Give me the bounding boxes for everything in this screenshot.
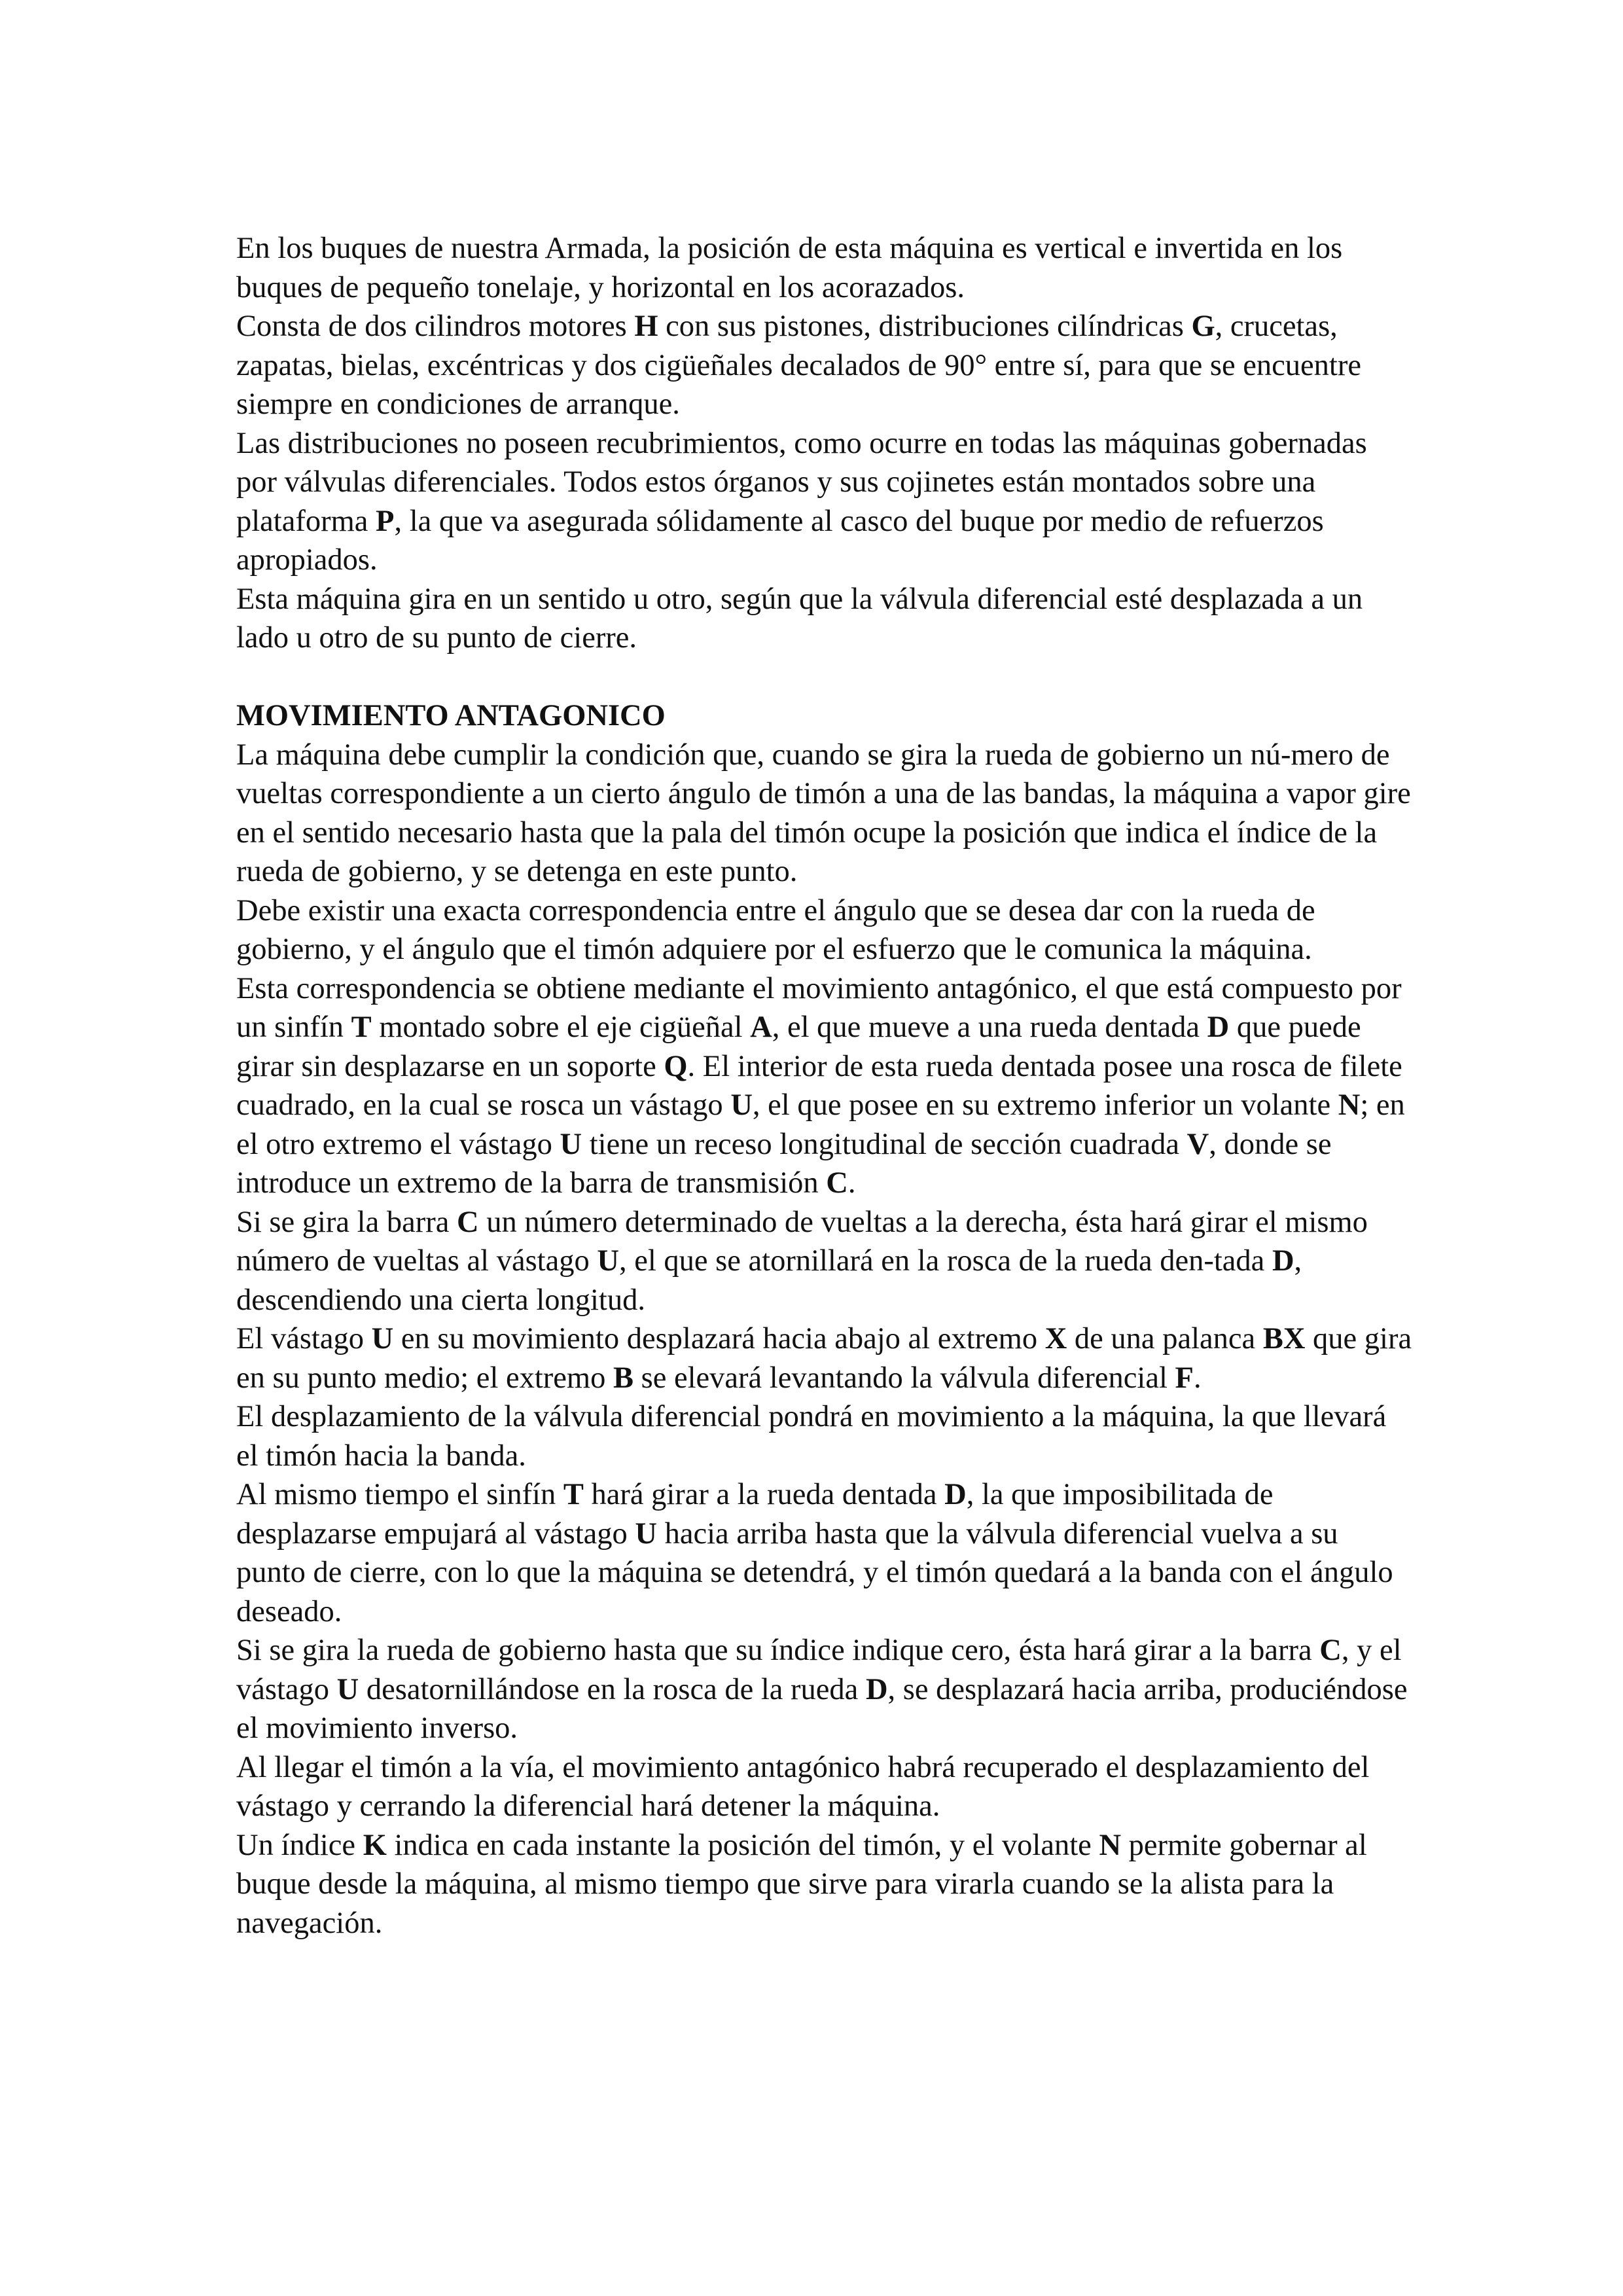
text-run: El desplazamiento de la válvula diferencial pondrá en movimiento a la máquina, la que llevará el timón hacia la banda. [236,1400,1387,1473]
text-run: En los buques de nuestra Armada, la posición de esta máquina es vertical e invertida en los buques de pequeño tonelaje, y horizontal en los acorazados. [236,232,1343,304]
text-run: , y el vástago [236,1634,1402,1706]
paragraph [236,229,1414,307]
bold-label: U [730,1088,753,1122]
bold-label: K [363,1828,387,1862]
text-run: , el que posee en su extremo inferior un volante [752,1088,1338,1122]
document-body [236,229,1414,1943]
paragraph [236,736,1414,891]
text-run: . [847,1166,856,1200]
section-gap [236,658,1414,697]
paragraph [236,969,1414,1203]
bold-label: BX [1262,1322,1306,1355]
movimiento-section [236,736,1414,1943]
bold-label: U [597,1244,619,1278]
bold-label: N [1099,1828,1122,1862]
text-run: tiene un receso longitudinal de sección cuadrada [582,1127,1187,1161]
bold-label: D [865,1672,888,1706]
text-run: Debe existir una exacta correspondencia entre el ángulo que se desea dar con la rueda de gobierno, y el ángulo que el timón adquiere por el esfuerzo que le comunica la máquina. [236,893,1315,966]
text-run: ; en el otro extremo el vástago [236,1088,1405,1161]
text-run: Consta de dos cilindros motores [236,310,635,343]
bold-label: P [376,504,395,538]
bold-label: C [1319,1634,1342,1667]
text-run: Un índice [236,1828,363,1862]
text-run: Si se gira la rueda de gobierno hasta que su índice indique cero, ésta hará girar a la barra [236,1634,1320,1667]
text-run: . [1193,1361,1202,1395]
text-run: Al mismo tiempo el sinfín [236,1478,563,1511]
text-run: Las distribuciones no poseen recubrimientos, como ocurre en todas las máquinas gobernadas por válvulas diferenciales. Todos estos órganos y sus cojinetes están montados sobre una plataforma [236,426,1367,538]
section-heading: MOVIMIENTO ANTAGONICO [236,699,666,732]
text-run: El vástago [236,1322,372,1355]
paragraph [236,307,1414,424]
text-run: , la que va asegurada sólidamente al casco del buque por medio de refuerzos apropiados. [236,504,1324,577]
bold-label: H [634,310,658,343]
text-run: , el que se atornillará en la rosca de la rueda den-tada [618,1244,1272,1278]
text-run: . El interior de esta rueda dentada posee una rosca de filete cuadrado, en la cual se rosca un vástago [236,1049,1402,1122]
paragraph [236,1203,1414,1320]
paragraph [236,1397,1414,1475]
bold-label: T [351,1011,372,1044]
bold-label: D [1272,1244,1294,1278]
paragraph [236,1748,1414,1826]
text-run: , descendiendo una cierta longitud. [236,1244,1302,1317]
bold-label: C [457,1205,479,1239]
paragraph [236,1319,1414,1397]
text-run: , la que imposibilitada de desplazarse empujará al vástago [236,1478,1274,1551]
bold-label: C [826,1166,848,1200]
text-run: , se desplazará hacia arriba, produciéndose el movimiento inverso. [236,1672,1408,1745]
bold-label: U [635,1516,657,1551]
bold-label: D [944,1478,967,1511]
text-run: La máquina debe cumplir la condición que, cuando se gira la rueda de gobierno un nú-mero de vueltas correspondiente a un cierto ángulo de timón a una de las bandas, la máquina a vapor gire en el sentido necesario hasta que la pala del timón ocupe la posición que indica el índice de la rueda de gobierno, y se detenga en este punto. [236,738,1411,888]
text-run: hacia arriba hasta que la válvula diferencial vuelva a su punto de cierre, con lo que la máquina se detendrá, y el timón quedará a la banda con el ángulo deseado. [236,1516,1393,1628]
text-run: que gira en su punto medio; el extremo [236,1322,1412,1395]
paragraph [236,891,1414,969]
bold-label: A [750,1011,772,1044]
text-run: hará girar a la rueda dentada [583,1478,945,1511]
bold-label: F [1175,1361,1194,1395]
text-run: que puede girar sin desplazarse en un soporte [236,1011,1361,1083]
paragraph [236,1475,1414,1631]
text-run: desatornillándose en la rosca de la rueda [359,1672,866,1706]
text-run: de una palanca [1067,1322,1263,1355]
text-run: , el que mueve a una rueda dentada [772,1011,1207,1044]
text-run: Al llegar el timón a la vía, el movimiento antagónico habrá recuperado el desplazamiento del vástago y cerrando la diferencial hará detener la máquina. [236,1750,1370,1823]
text-run: Esta máquina gira en un sentido u otro, según que la válvula diferencial esté desplazada a un lado u otro de su punto de cierre. [236,582,1363,655]
text-run: un número determinado de vueltas a la derecha, ésta hará girar el mismo número de vueltas al vástago [236,1205,1368,1278]
text-run: se elevará levantando la válvula diferencial [633,1361,1175,1395]
bold-label: N [1338,1088,1361,1122]
bold-label: D [1207,1011,1230,1044]
bold-label: U [336,1672,359,1706]
text-run: , crucetas, zapatas, bielas, excéntricas y dos cigüeñales decalados de 90° entre sí, para que se encuentre siempre en condiciones de arranque. [236,310,1361,421]
bold-label: U [560,1127,582,1161]
bold-label: B [613,1361,633,1395]
bold-label: X [1044,1322,1067,1355]
bold-label: Q [664,1049,688,1083]
text-run: montado sobre el eje cigüeñal [371,1011,751,1044]
bold-label: T [563,1478,584,1511]
intro-section [236,229,1414,658]
text-run: en su movimiento desplazará hacia abajo al extremo [393,1322,1045,1355]
text-run: con sus pistones, distribuciones cilíndricas [658,310,1192,343]
paragraph [236,1826,1414,1943]
text-run: permite gobernar al buque desde la máquina, al mismo tiempo que sirve para virarla cuando se la alista para la navegación. [236,1828,1367,1940]
paragraph [236,580,1414,658]
text-run: Si se gira la barra [236,1205,457,1239]
text-run: indica en cada instante la posición del timón, y el volante [386,1828,1099,1862]
bold-label: V [1186,1127,1209,1161]
text-run: Esta correspondencia se obtiene mediante el movimiento antagónico, el que está compuesto por un sinfín [236,971,1402,1044]
paragraph [236,424,1414,580]
bold-label: U [371,1322,394,1355]
bold-label: G [1191,310,1215,343]
paragraph [236,1631,1414,1748]
text-run: , donde se introduce un extremo de la barra de transmisión [236,1127,1332,1200]
